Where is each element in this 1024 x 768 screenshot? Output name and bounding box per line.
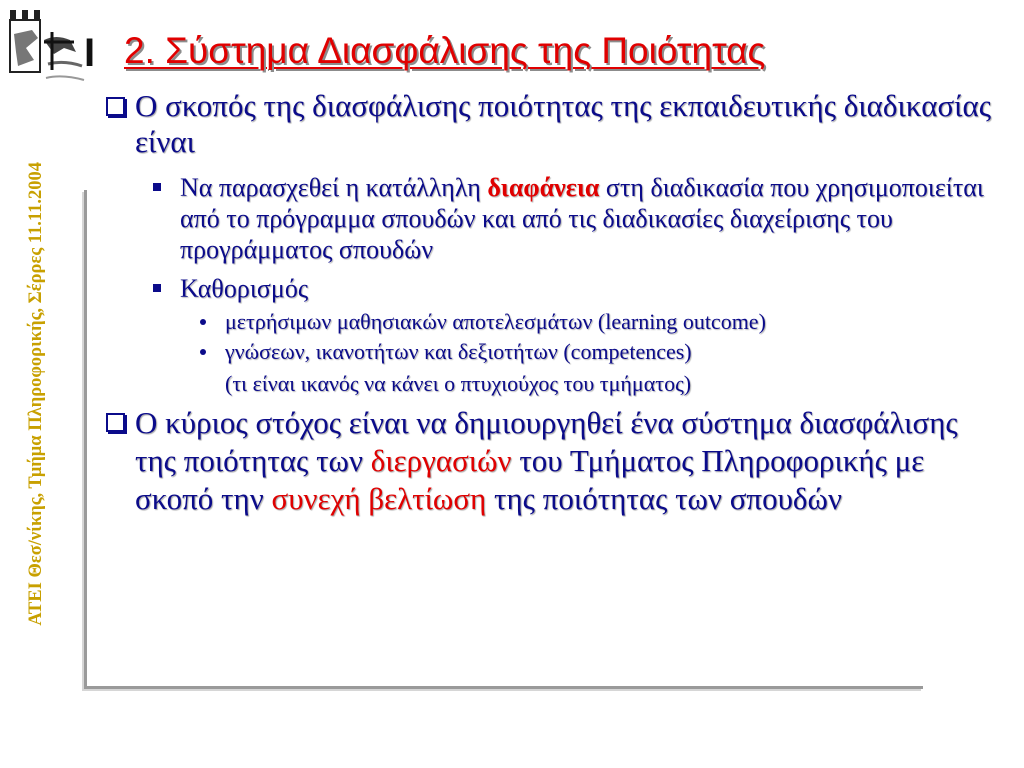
dot-bullet-icon bbox=[200, 349, 206, 355]
checkbox-bullet-icon bbox=[106, 97, 125, 116]
list-item-continuation bbox=[100, 370, 1000, 398]
sub-bullet-transparency-part2: στη διαδικασία που χρησιμοποιείται από το πρόγραμμα σπουδών και από τις διαδικασίες διαχείρισης του προγράμματος σπουδών bbox=[180, 173, 984, 264]
sub-bullet-transparency-part1: Να παρασχεθεί η κατάλληλη bbox=[180, 173, 488, 202]
highlight-transparency: διαφάνεια bbox=[487, 173, 600, 202]
list-item-text: γνώσεων, ικανοτήτων και δεξιοτήτων (competences) bbox=[225, 339, 692, 364]
bullet-purpose-text: Ο σκοπός της διασφάλισης ποιότητας της εκπαιδευτικής διαδικασίας είναι bbox=[135, 88, 992, 159]
sidebar-text: ΑΤΕΙ Θεσ/νίκης, Τμήμα Πληροφορικής, Σέρρες 11.11.2004 bbox=[25, 162, 46, 626]
sidebar bbox=[6, 100, 66, 688]
list-item bbox=[100, 308, 1000, 336]
sub-bullet-definition-text: Καθορισμός bbox=[180, 274, 309, 303]
dot-bullet-icon bbox=[200, 319, 206, 325]
square-bullet-icon bbox=[153, 284, 161, 292]
bullet-purpose bbox=[100, 88, 1000, 160]
checkbox-bullet-icon bbox=[106, 413, 125, 432]
bullet-goal-part3: της ποιότητας των σπουδών bbox=[486, 481, 842, 516]
bullet-goal bbox=[100, 404, 1000, 518]
logo-letter: I bbox=[84, 31, 96, 75]
highlight-continuous-improvement: συνεχή βελτίωση bbox=[271, 481, 487, 516]
list-item bbox=[100, 338, 1000, 366]
square-bullet-icon bbox=[153, 183, 161, 191]
list-item-text: μετρήσιμων μαθησιακών αποτελεσμάτων (learning outcome) bbox=[225, 309, 766, 334]
sub-bullet-definition bbox=[100, 273, 1000, 304]
tei-logo bbox=[4, 4, 104, 90]
slide-content bbox=[100, 88, 1000, 518]
list-item-continuation-text: (τι είναι ικανός να κάνει ο πτυχιούχος του τμήματος) bbox=[225, 371, 692, 396]
bullet-goal-part1: Ο κύριος στόχος είναι να δημιουργηθεί ένα σύστημα διασφάλισης της ποιότητας των bbox=[135, 405, 958, 478]
bullet-goal-part2: του Τμήματος Πληροφορικής με σκοπό την bbox=[135, 443, 925, 516]
slide-title: 2. Σύστημα Διασφάλισης της Ποιότητας bbox=[124, 30, 766, 71]
sub-bullet-transparency bbox=[100, 172, 1000, 265]
highlight-processes: διεργασιών bbox=[370, 443, 512, 478]
